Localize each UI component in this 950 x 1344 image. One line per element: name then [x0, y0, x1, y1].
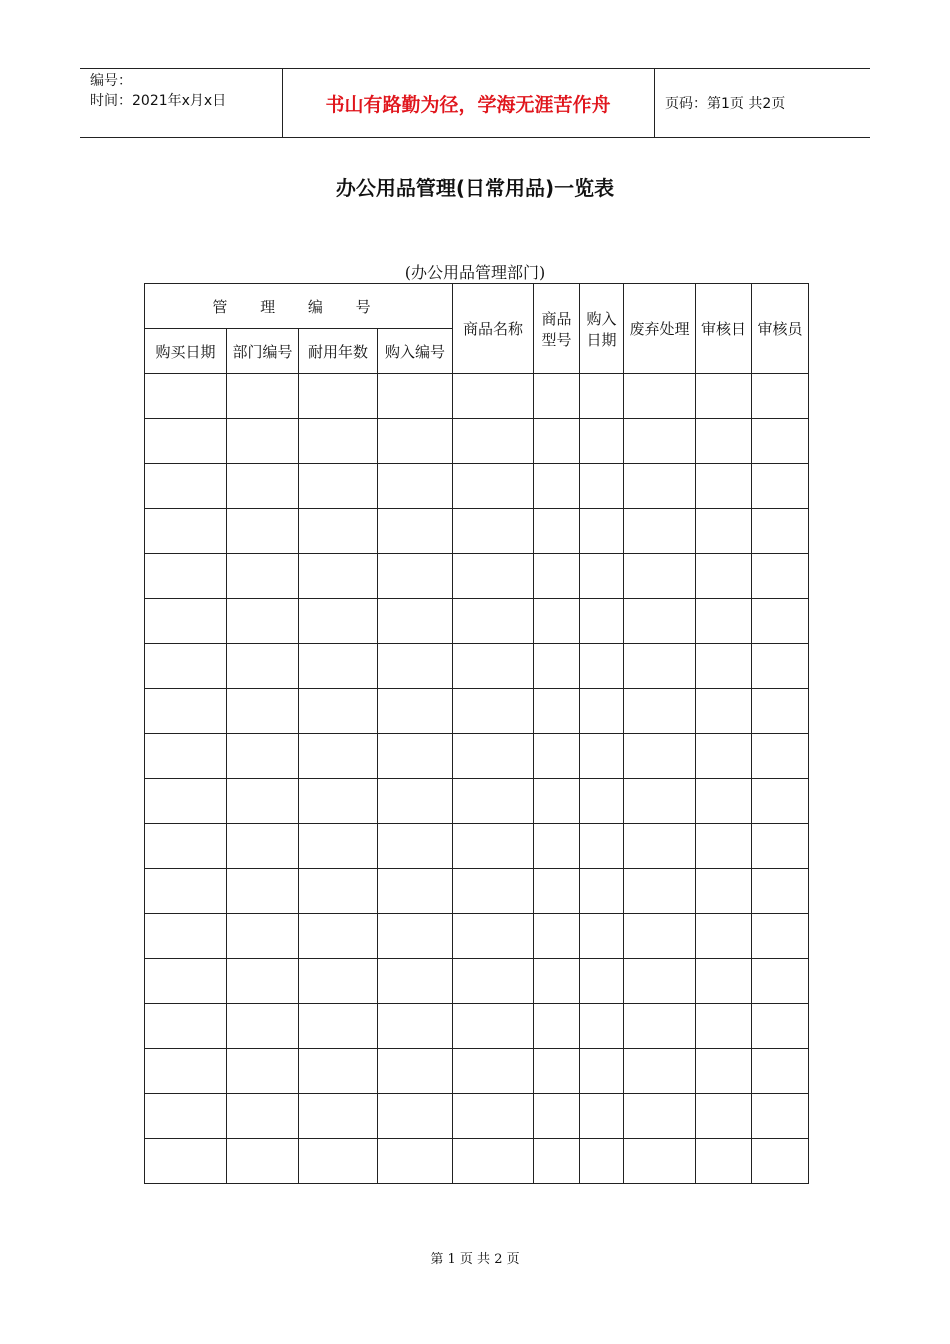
- table-cell: [580, 914, 624, 959]
- table-cell: [145, 689, 227, 734]
- table-cell: [696, 959, 752, 1004]
- table-cell: [378, 419, 453, 464]
- table-cell: [299, 959, 378, 1004]
- header-motto: 书山有路勤为径，学海无涯苦作舟: [325, 93, 611, 116]
- table-cell: [453, 374, 534, 419]
- table-cell: [624, 374, 696, 419]
- table-cell: [453, 419, 534, 464]
- table-cell: [299, 419, 378, 464]
- table-cell: [580, 959, 624, 1004]
- table-cell: [580, 734, 624, 779]
- table-cell: [580, 1049, 624, 1094]
- purchase-number-header: 购入编号: [378, 329, 453, 374]
- table-cell: [227, 959, 299, 1004]
- table-cell: [453, 464, 534, 509]
- table-cell: [299, 599, 378, 644]
- table-row: [145, 869, 809, 914]
- table-cell: [580, 644, 624, 689]
- page-footer: 第 1 页 共 2 页: [430, 1252, 520, 1267]
- table-cell: [696, 374, 752, 419]
- table-cell: [378, 914, 453, 959]
- table-cell: [624, 779, 696, 824]
- table-cell: [299, 914, 378, 959]
- table-cell: [624, 644, 696, 689]
- product-model-header: 商品 型号: [534, 284, 580, 374]
- table-cell: [453, 554, 534, 599]
- table-cell: [453, 1139, 534, 1184]
- table-cell: [752, 554, 809, 599]
- table-cell: [227, 779, 299, 824]
- table-cell: [752, 1139, 809, 1184]
- table-cell: [624, 734, 696, 779]
- table-cell: [696, 1094, 752, 1139]
- table-row: [145, 1004, 809, 1049]
- table-cell: [145, 914, 227, 959]
- table-row: [145, 644, 809, 689]
- table-cell: [534, 869, 580, 914]
- table-cell: [378, 869, 453, 914]
- table-cell: [534, 1049, 580, 1094]
- table-cell: [624, 824, 696, 869]
- time-label: 时间：2021年x月x日: [90, 93, 227, 109]
- table-cell: [624, 464, 696, 509]
- table-row: [145, 599, 809, 644]
- table-cell: [580, 464, 624, 509]
- table-cell: [378, 554, 453, 599]
- table-cell: [227, 1094, 299, 1139]
- table-row: [145, 509, 809, 554]
- table-cell: [227, 689, 299, 734]
- table-cell: [580, 1094, 624, 1139]
- table-cell: [752, 869, 809, 914]
- table-cell: [299, 1139, 378, 1184]
- supplies-table: [144, 283, 809, 1184]
- table-cell: [752, 509, 809, 554]
- table-cell: [752, 779, 809, 824]
- header-divider: [654, 69, 655, 137]
- table-cell: [453, 1049, 534, 1094]
- page-header: [80, 68, 870, 138]
- table-cell: [145, 779, 227, 824]
- table-cell: [378, 509, 453, 554]
- table-cell: [378, 644, 453, 689]
- table-cell: [453, 869, 534, 914]
- table-cell: [534, 509, 580, 554]
- table-cell: [696, 689, 752, 734]
- table-row: [145, 1049, 809, 1094]
- table-cell: [145, 869, 227, 914]
- table-cell: [227, 869, 299, 914]
- table-cell: [299, 464, 378, 509]
- table-cell: [299, 734, 378, 779]
- table-row: [145, 779, 809, 824]
- table-body: [145, 374, 809, 1184]
- table-cell: [227, 509, 299, 554]
- review-date-header: 审核日: [696, 284, 752, 374]
- table-cell: [378, 1004, 453, 1049]
- dept-number-header: 部门编号: [227, 329, 299, 374]
- table-cell: [696, 824, 752, 869]
- table-cell: [534, 554, 580, 599]
- table-cell: [624, 1094, 696, 1139]
- table-cell: [534, 644, 580, 689]
- table-cell: [227, 419, 299, 464]
- table-cell: [453, 914, 534, 959]
- table-cell: [624, 509, 696, 554]
- table-cell: [227, 554, 299, 599]
- table-cell: [453, 1094, 534, 1139]
- table-cell: [752, 959, 809, 1004]
- table-cell: [453, 734, 534, 779]
- table-cell: [145, 824, 227, 869]
- table-row: [145, 824, 809, 869]
- table-cell: [696, 1049, 752, 1094]
- table-cell: [624, 554, 696, 599]
- table-cell: [580, 1139, 624, 1184]
- table-cell: [624, 959, 696, 1004]
- table-cell: [534, 1094, 580, 1139]
- table-cell: [752, 914, 809, 959]
- table-row: [145, 374, 809, 419]
- table-cell: [299, 1004, 378, 1049]
- table-cell: [696, 554, 752, 599]
- table-cell: [453, 644, 534, 689]
- table-cell: [534, 914, 580, 959]
- table-cell: [145, 1094, 227, 1139]
- table-cell: [624, 1004, 696, 1049]
- table-cell: [696, 464, 752, 509]
- table-cell: [378, 1049, 453, 1094]
- table-cell: [696, 644, 752, 689]
- table-cell: [696, 779, 752, 824]
- table-cell: [580, 419, 624, 464]
- table-cell: [580, 599, 624, 644]
- table-cell: [299, 554, 378, 599]
- buy-date-header: 购买日期: [145, 329, 227, 374]
- table-cell: [624, 1139, 696, 1184]
- table-cell: [696, 914, 752, 959]
- table-cell: [696, 599, 752, 644]
- table-cell: [534, 824, 580, 869]
- table-cell: [145, 599, 227, 644]
- table-cell: [624, 599, 696, 644]
- table-cell: [580, 779, 624, 824]
- table-cell: [378, 824, 453, 869]
- table-cell: [453, 599, 534, 644]
- table-cell: [378, 1139, 453, 1184]
- table-row: [145, 464, 809, 509]
- document-title: 办公用品管理(日常用品)一览表: [335, 176, 615, 200]
- table-cell: [145, 734, 227, 779]
- table-cell: [752, 644, 809, 689]
- table-cell: [145, 1004, 227, 1049]
- table-row: [145, 914, 809, 959]
- table-cell: [299, 869, 378, 914]
- table-cell: [624, 689, 696, 734]
- table-row: [145, 554, 809, 599]
- reviewer-header: 审核员: [752, 284, 809, 374]
- management-number-header: 管 理 编 号: [145, 284, 453, 329]
- purchase-date-header: 购入 日期: [580, 284, 624, 374]
- table-cell: [752, 1049, 809, 1094]
- table-cell: [378, 779, 453, 824]
- table-row: [145, 959, 809, 1004]
- table-cell: [378, 1094, 453, 1139]
- table-cell: [145, 419, 227, 464]
- header-page-label: 页码：第1页 共2页: [665, 96, 786, 112]
- durable-years-header: 耐用年数: [299, 329, 378, 374]
- table-cell: [227, 1139, 299, 1184]
- table-cell: [145, 554, 227, 599]
- table-cell: [534, 464, 580, 509]
- table-cell: [752, 824, 809, 869]
- table-cell: [378, 689, 453, 734]
- table-cell: [145, 1049, 227, 1094]
- table-cell: [145, 644, 227, 689]
- table-row: [145, 689, 809, 734]
- table-cell: [534, 419, 580, 464]
- table-cell: [299, 824, 378, 869]
- table-cell: [696, 509, 752, 554]
- table-cell: [453, 824, 534, 869]
- table-row: [145, 1094, 809, 1139]
- table-cell: [227, 644, 299, 689]
- table-cell: [145, 1139, 227, 1184]
- header-meta: [90, 71, 226, 111]
- table-cell: [696, 1139, 752, 1184]
- table-cell: [752, 419, 809, 464]
- table-cell: [752, 734, 809, 779]
- table-cell: [378, 464, 453, 509]
- table-cell: [534, 374, 580, 419]
- table-cell: [299, 1094, 378, 1139]
- table-cell: [299, 779, 378, 824]
- table-row: [145, 734, 809, 779]
- table-cell: [299, 689, 378, 734]
- table-cell: [624, 914, 696, 959]
- table-cell: [696, 419, 752, 464]
- table-cell: [580, 824, 624, 869]
- table-cell: [145, 959, 227, 1004]
- table-cell: [299, 509, 378, 554]
- table-cell: [696, 734, 752, 779]
- disposal-header: 废弃处理: [624, 284, 696, 374]
- table-row: [145, 419, 809, 464]
- table-cell: [580, 554, 624, 599]
- table-cell: [534, 689, 580, 734]
- table-cell: [752, 599, 809, 644]
- table-cell: [534, 734, 580, 779]
- table-cell: [378, 959, 453, 1004]
- table-cell: [752, 1004, 809, 1049]
- table-cell: [299, 374, 378, 419]
- table-cell: [378, 374, 453, 419]
- table-cell: [580, 509, 624, 554]
- table-row: [145, 1139, 809, 1184]
- table-cell: [227, 464, 299, 509]
- table-cell: [580, 869, 624, 914]
- table-cell: [534, 1004, 580, 1049]
- table-cell: [227, 374, 299, 419]
- table-cell: [580, 1004, 624, 1049]
- table-cell: [752, 374, 809, 419]
- table-cell: [624, 869, 696, 914]
- product-name-header: 商品名称: [453, 284, 534, 374]
- table-cell: [227, 824, 299, 869]
- table-cell: [752, 689, 809, 734]
- table-cell: [624, 419, 696, 464]
- table-cell: [580, 689, 624, 734]
- table-cell: [227, 599, 299, 644]
- table-cell: [453, 1004, 534, 1049]
- number-label: 编号：: [90, 73, 132, 89]
- table-cell: [534, 599, 580, 644]
- table-cell: [453, 779, 534, 824]
- table-cell: [696, 1004, 752, 1049]
- table-cell: [752, 464, 809, 509]
- table-cell: [227, 1049, 299, 1094]
- table-cell: [227, 734, 299, 779]
- table-cell: [624, 1049, 696, 1094]
- table-cell: [378, 599, 453, 644]
- document-subtitle: (办公用品管理部门): [404, 263, 546, 282]
- table-cell: [227, 1004, 299, 1049]
- table-cell: [453, 509, 534, 554]
- table-cell: [299, 1049, 378, 1094]
- table-cell: [227, 914, 299, 959]
- table-cell: [453, 959, 534, 1004]
- table-cell: [534, 1139, 580, 1184]
- table-cell: [580, 374, 624, 419]
- table-cell: [696, 869, 752, 914]
- table-cell: [752, 1094, 809, 1139]
- table-cell: [145, 374, 227, 419]
- table-cell: [299, 644, 378, 689]
- table-cell: [145, 464, 227, 509]
- table-cell: [145, 509, 227, 554]
- table-cell: [534, 779, 580, 824]
- table-cell: [534, 959, 580, 1004]
- table-cell: [453, 689, 534, 734]
- table-cell: [378, 734, 453, 779]
